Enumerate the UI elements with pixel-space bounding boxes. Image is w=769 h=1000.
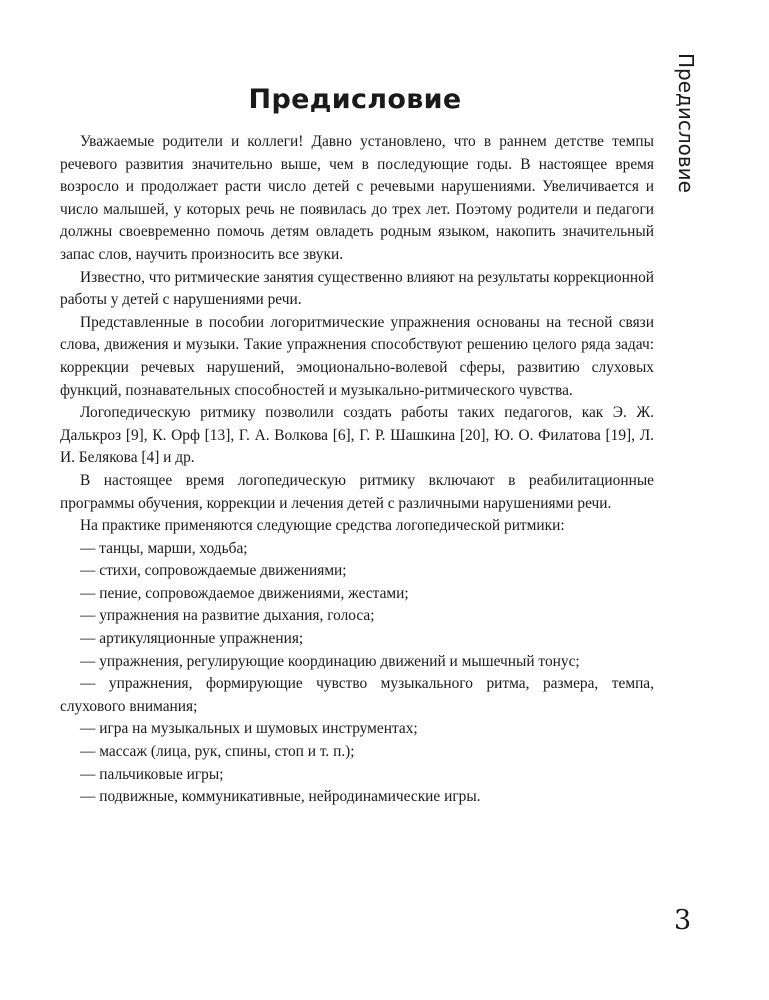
means-list xyxy=(60,538,654,809)
page-title: Предисловие xyxy=(248,84,462,115)
list-item: — пальчиковые игры; xyxy=(80,765,224,783)
list-item: — подвижные, коммуникативные, нейродинамические игры. xyxy=(80,788,481,806)
side-tab-label: Предисловие xyxy=(674,53,698,193)
paragraph-exercises: Представленные в пособии логоритмические упражнения основаны на тесной связи слова, движения и музыки. Такие упражнения способствуют решению целого ряда задач: коррекции речевых нарушений, эмоционально-волевой сферы, развитию слуховых функций, познавательных способностей и музыкально-ритмического чувства. xyxy=(60,313,654,399)
list-item: — упражнения, формирующие чувство музыкального ритма, размера, темпа, слухового внимания; xyxy=(60,675,654,715)
list-item: — игра на музыкальных и шумовых инструментах; xyxy=(80,720,418,738)
section-side-tab xyxy=(666,53,706,193)
list-item: — танцы, марши, ходьба; xyxy=(80,539,248,557)
body-text xyxy=(60,131,654,809)
paragraph-authors: Логопедическую ритмику позволили создать работы таких педагогов, как Э. Ж. Далькроз [9], К. Орф [13], Г. А. Волкова [6], Г. Р. Шашкина [20], Ю. О. Филатова [19], Л. И. Белякова [4] и др. xyxy=(60,404,654,467)
page-number: 3 xyxy=(674,905,692,936)
list-item: — упражнения, регулирующие координацию движений и мышечный тонус; xyxy=(80,652,580,670)
list-item: — пение, сопровождаемое движениями, жестами; xyxy=(80,584,409,602)
paragraph-intro: Уважаемые родители и коллеги! Давно установлено, что в раннем детстве темпы речевого развития значительно выше, чем в последующие годы. В настоящее время возросло и продолжает расти число детей с речевыми нарушениями. Увеличивается и число малышей, у которых речь не появилась до трех лет. Поэтому родители и педагоги должны своевременно помочь детям овладеть родным языком, накопить значительный запас слов, научить произносить все звуки. xyxy=(60,133,654,263)
paragraph-programs: В настоящее время логопедическую ритмику включают в реабилитационные программы обучения, коррекции и лечения детей с различными нарушениями речи. xyxy=(60,471,654,512)
list-item: — артикуляционные упражнения; xyxy=(80,630,304,648)
list-item: — массаж (лица, рук, спины, стоп и т. п.); xyxy=(80,743,355,761)
paragraph-rhythm: Известно, что ритмические занятия существенно влияют на результаты коррекционной работы у детей с нарушениями речи. xyxy=(60,268,654,309)
paragraph-means-intro: На практике применяются следующие средства логопедической ритмики: xyxy=(80,517,565,535)
list-item: — упражнения на развитие дыхания, голоса; xyxy=(80,607,375,625)
list-item: — стихи, сопровождаемые движениями; xyxy=(80,562,347,580)
